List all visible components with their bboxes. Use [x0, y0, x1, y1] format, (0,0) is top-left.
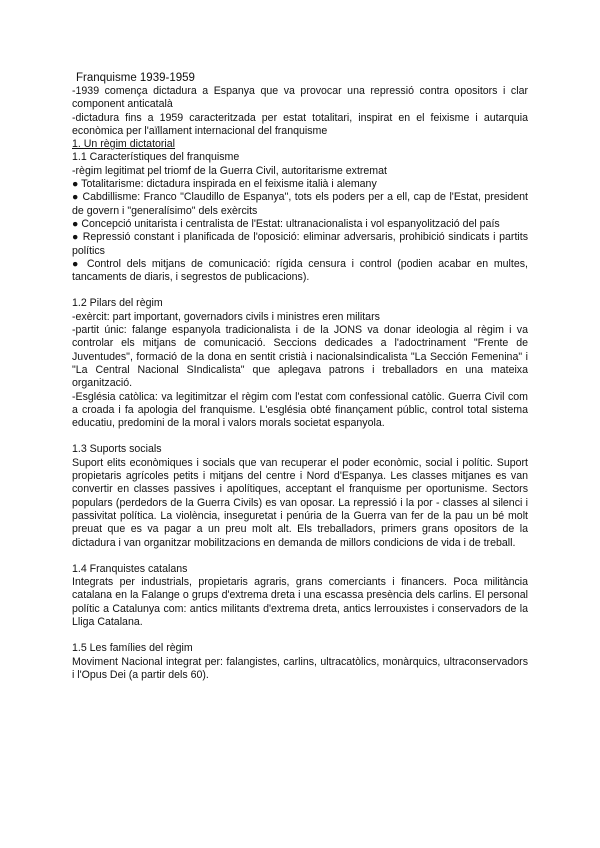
subsection-1-3-heading: 1.3 Suports socials	[72, 443, 162, 456]
intro-paragraph-1: -1939 comença dictadura a Espanya que va provocar una repressió contra opositors i clar component anticatalà	[72, 85, 528, 111]
subsection-1-2-line: -partit únic: falange espanyola tradicionalista i de la JONS va donar ideologia al règim i va controlar els mitjans de comunicació. Seccions dedicades a l'adoctrinament "Frente de Juventudes", formació de la dona en sentit cristià i nacionalsindicalista "La Sección Femenina" i "La Central Nacional SIndicalista" que aplegava patrons i treballadors en una mateixa organització.	[72, 324, 528, 390]
subsection-1-1-bullet: ● Totalitarisme: dictadura inspirada en el feixisme italià i alemany	[72, 178, 377, 191]
intro-paragraph-2: -dictadura fins a 1959 caracteritzada per estat totalitari, inspirat en el feixisme i autarquia econòmica per l'aïllament internacional del franquisme	[72, 111, 528, 137]
paragraph-gap	[72, 430, 528, 443]
subsection-1-4-heading: 1.4 Franquistes catalans	[72, 562, 188, 575]
subsection-1-5-text: Moviment Nacional integrat per: falangistes, carlins, ultracatòlics, monàrquics, ultraconservadors i l'Opus Dei (a partir dels 60).	[72, 655, 528, 681]
subsection-1-2-line: -exèrcit: part important, governadors civils i ministres eren militars	[72, 310, 380, 323]
subsection-1-1-line: -règim legitimat pel triomf de la Guerra Civil, autoritarisme extremat	[72, 164, 387, 177]
subsection-1-2-line: -Església catòlica: va legitimitzar el règim com l'estat com confessional catòlic. Guerra Civil com a croada i fa apologia del franquisme. L'església obté finançament públic, control total sistema educatiu, predomini de la moral i valors morals societat espanyola.	[72, 390, 528, 430]
document-title: Franquisme 1939-1959	[76, 72, 195, 84]
subsection-1-1-bullet: ● Concepció unitarista i centralista de l'Estat: ultranacionalista i vol espanyolització del país	[72, 217, 500, 230]
subsection-1-3-text: Suport elits econòmiques i socials que van recuperar el poder econòmic, social i polític. Suport propietaris agrícoles petits i mitjans del centre i Nord d'Espanya. Les classes mitjanes es van convertir en classes passives i apolítiques, acceptant el franquisme per oportunisme. Sectors populars (perdedors de la Guerra Civils) es van oposar. La repressió i la por - classes al silenci i passivitat política. La violència, inseguretat i penúria de la Guerra van fer de la pau un bé molt preuat que es va pagar a un preu molt alt. Els treballadors, primers grans opositors de la dictadura i van organitzar mobilitzacions en demanda de millors condicions de vida i de treball.	[72, 456, 528, 549]
subsection-1-1-bullet: ● Repressió constant i planificada de l'oposició: eliminar adversaris, prohibició sindicats i partits polítics	[72, 231, 528, 257]
subsection-1-5-heading: 1.5 Les famílies del règim	[72, 642, 193, 655]
subsection-1-4-text: Integrats per industrials, propietaris agraris, grans comerciants i financers. Poca militància catalana en la Falange o grups d'extrema dreta i una escassa presència dels carlins. El personal polític a Catalunya com: antics militants d'extrema dreta, antics lerrouxistes i conservadors de la Lliga Catalana.	[72, 576, 528, 628]
subsection-1-1-bullet: ● Control dels mitjans de comunicació: rígida censura i control (podien acabar en multes, tancaments de diaris, i segrestos de publicacions).	[72, 257, 528, 284]
paragraph-gap	[72, 550, 528, 563]
paragraph-gap	[72, 284, 528, 297]
document-page	[72, 71, 528, 682]
section-1-heading: 1. Un règim dictatorial	[72, 138, 176, 151]
subsection-1-1-heading: 1.1 Característiques del franquisme	[72, 151, 240, 164]
paragraph-gap	[72, 629, 528, 642]
subsection-1-2-heading: 1.2 Pilars del règim	[72, 297, 163, 310]
subsection-1-1-bullet: ● Cabdillisme: Franco "Claudillo de Espanya", tots els poders per a ell, cap de l'Estat, president de govern i "generalísimo" dels exèrcits	[72, 191, 528, 217]
